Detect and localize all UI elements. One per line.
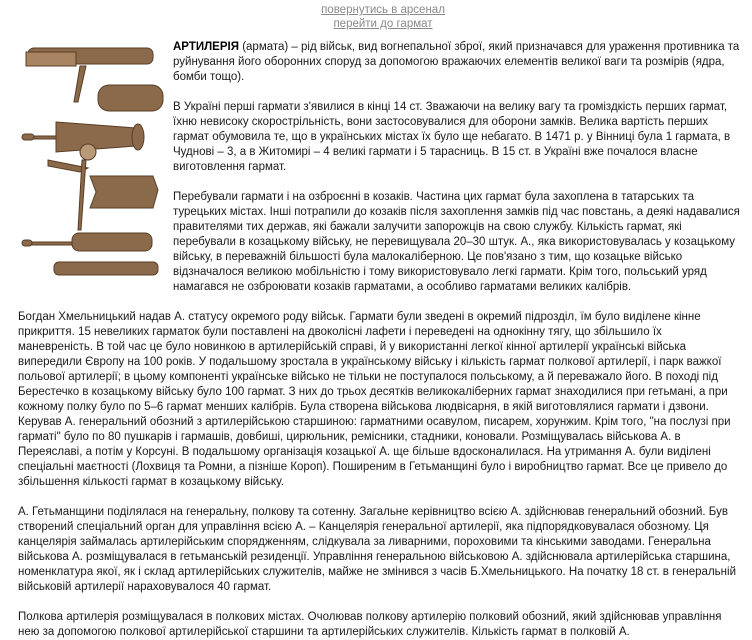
cannons-illustration-icon (18, 40, 168, 292)
article-paragraph: А. Гетьманщини поділялася на генеральну, полкову та сотенну. Загальне керівництво всією А. здійснював генеральний обозний. Був створений спеціальний орган для управління всією А. – Канцелярія генеральної артилерії, яка підпорядковувалася обозному. Ця канцелярія займалась артилерійським спорядженням, слідкувала за ливарними, пороховими та кінськими заводами. Генеральна військова А. розміщувалася в гетьманській резиденції. Управління генеральною військовою А. здійснювала артилерійська старшина, номенклатура якої, як і склад артилерійських служителів, майже не змінився з часів Б.Хмельницького. На початку 18 ст. в генеральній військовій артилерії нараховувалося 40 гармат. (18, 506, 736, 593)
back-to-arsenal-link[interactable]: повернутись в арсенал (321, 4, 445, 16)
go-to-guns-link[interactable]: перейти до гармат (333, 18, 433, 30)
article (18, 40, 740, 640)
article-paragraph: Богдан Хмельницький надав А. статусу окремого роду військ. Гармати були зведені в окремий підрозділ, їм було виділене кінне прикриття. 15 невеликих гарматок були поставлені на двоколісні лафети і переведені на однокінну тягу, що збільшило їх маневреність. В той час це було новинкою в артилерійській справі, й у використанні легкої кінної артилерії українські війська випередили Європу на 100 років. У подальшому зростала в українському війську і кількість гармат полкової артилерії, і парк важкої польової артилерії; в цьому компоненті українське військо не тільки не поступалося польському, а й переважало його. В поході під Берестечко в козацькому війську було 100 гармат. З них до трьох десятків великокаліберних гармат знаходилися при гетьмані, а при кожному полку було по 5–6 гармат менших калібрів. Була створена військова людвісарня, в якій виготовлялися гармати і дзвони. Керував А. генеральний обозний з артилерійською старшиною: гарматними осавулом, писарем, хорунжим. Крім того, "на послузі при гарматі" було по 80 пушкарів і гармашів, довбиші, цирюльник, ремісники, стадники, коновали. Розміщувалась військова А. в Переяславі, а потім у Корсуні. В подальшому організація козацької А. ще більше вдосконалилася. На утримання А. були виділені спеціальні маєтності (Лохвиця та Ромни, а пізніше Короп). Поширеним в Гетьманщині було і виробництво гармат. Все це привело до збільшення кількості гармат в козацькому війську. (18, 311, 731, 488)
article-intro-text: (армата) – рід військ, вид вогнепальної зброї, який призначався для ураження противника та руйнування його оборонних споруд за допомогою вражаючих елементів великої ваги та розмірів (ядра, бомби тощо). (173, 41, 740, 83)
article-paragraph: В Україні перші гармати з'явилися в кінці 14 ст. Зважаючи на велику вагу та громіздкість перших гармат, їхню невисоку скорострільність, вони застосовувалися для оборони замків. Велика вартість перших гармат обумовила те, що в українських містах їх було ще небагато. В 1471 р. у Вінниці була 1 гармата, в Чуднові – 3, а в Житомирі – 4 великі гармати і 5 тарасниць. В 15 ст. в Україні вже почалося власне виготовлення гармат. (173, 101, 731, 173)
article-paragraph: Перебували гармати і на озброєнні в козаків. Частина цих гармат була захоплена в татарських та турецьких містах. Інші потрапили до козаків після захоплення замків під час повстань, а деякі надавалися правителями тих держав, які бажали залучити запорожців на свою службу. Кількість гармат, які перебували в козацькому війську, не перевищувала 20–30 штук. А., яка використовувалась у козацькому війську, в переважній більшості була малокаліберною. Це пов'язано з тим, що козацьке військо відзначалося великою мобільністю і тому використовувало легкі гармати. Крім того, польський уряд намагався не озброювати козаків гарматами, а особливо гарматами великих калібрів. (173, 191, 740, 293)
navigation-links (0, 0, 752, 40)
article-paragraph: Полкова артилерія розміщувалася в полкових містах. Очолював полкову артилерію полковий обозний, який здійснював управління нею за допомогою полкової артилерійської старшини та артилерійських служителів. Кількість гармат в полковій А. (18, 611, 722, 638)
article-term: АРТИЛЕРІЯ (173, 41, 239, 53)
